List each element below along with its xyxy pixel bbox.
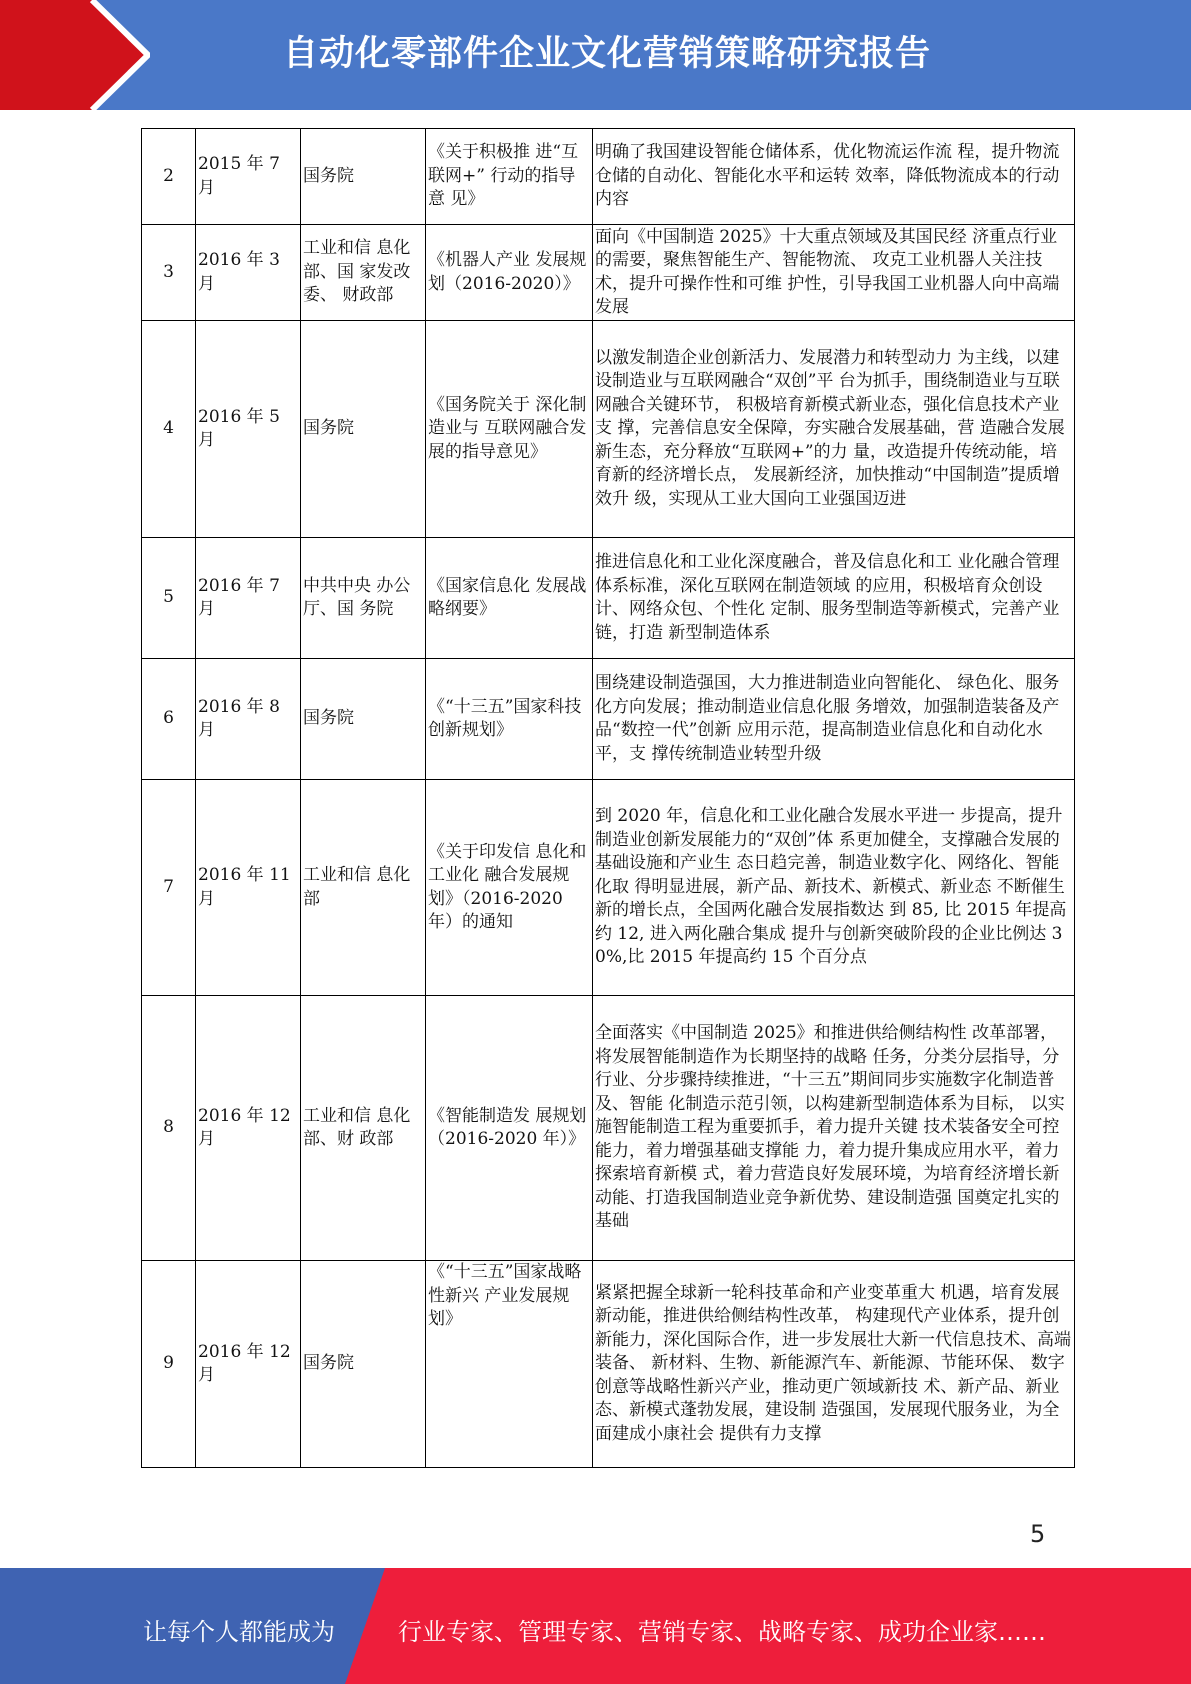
release-date: 2016 年 7 月 <box>196 538 301 659</box>
footer-slogan-roles: 行业专家、管理专家、营销专家、战略专家、成功企业家…… <box>398 1618 1046 1646</box>
table-row <box>142 780 1075 996</box>
page-header <box>0 0 1191 110</box>
page-footer <box>0 1568 1191 1684</box>
row-number: 7 <box>142 780 196 996</box>
release-date: 2016 年 8 月 <box>196 659 301 780</box>
release-date: 2016 年 11 月 <box>196 780 301 996</box>
issuing-department: 国务院 <box>301 1261 426 1468</box>
row-number: 6 <box>142 659 196 780</box>
policy-summary: 全面落实《中国制造 2025》和推进供给侧结构性 改革部署，将发展智能制造作为长期坚持的战略 任务，分类分层指导，分行业、分步骤持续推进，“十三五”期间同步实施数字化制造普及、智能 化制造示范引领，以构建新型制造体系为目标， 以实施智能制造工程为重要抓手，着力提升关键 技术装备安全可控能力，着力增强基础支撑能 力，着力提升集成应用水平，着力探索培育新模 式，着力营造良好发展环境，为培育经济增长新 动能、打造我国制造业竞争新优势、建设制造强 国奠定扎实的基础 <box>593 996 1075 1261</box>
policy-summary: 推进信息化和工业化深度融合，普及信息化和工 业化融合管理体系标准，深化互联网在制造领域 的应用，积极培育众创设计、网络众包、个性化 定制、服务型制造等新模式，完善产业链，打造 新型制造体系 <box>593 538 1075 659</box>
policy-document: 《智能制造发 展规划（2016-2020 年）》 <box>426 996 593 1261</box>
policy-document: 《“十三五”国家科技创新规划》 <box>426 659 593 780</box>
release-date: 2016 年 5 月 <box>196 321 301 538</box>
release-date: 2016 年 3 月 <box>196 225 301 321</box>
release-date: 2016 年 12 月 <box>196 996 301 1261</box>
issuing-department: 工业和信 息化部 <box>301 780 426 996</box>
policy-document: 《机器人产业 发展规划（2016-2020）》 <box>426 225 593 321</box>
table-row <box>142 996 1075 1261</box>
policy-document: 《关于积极推 进“互联网+” 行动的指导意 见》 <box>426 129 593 225</box>
policy-document: 《国务院关于 深化制造业与 互联网融合发 展的指导意见》 <box>426 321 593 538</box>
header-arrow-decoration <box>0 0 150 110</box>
table-row <box>142 538 1075 659</box>
row-number: 9 <box>142 1261 196 1468</box>
issuing-department: 国务院 <box>301 129 426 225</box>
row-number: 3 <box>142 225 196 321</box>
table-row <box>142 659 1075 780</box>
policy-table <box>141 128 1075 1468</box>
table-row <box>142 1261 1075 1468</box>
page-number: 5 <box>1030 1520 1046 1548</box>
issuing-department: 工业和信 息化部、财 政部 <box>301 996 426 1261</box>
policy-summary: 到 2020 年，信息化和工业化融合发展水平进一 步提高，提升制造业创新发展能力的“双创”体 系更加健全，支撑融合发展的基础设施和产业生 态日趋完善，制造业数字化、网络化、智能化取 得明显进展，新产品、新技术、新模式、新业态 不断催生新的增长点，全国两化融合发展指数达 到 85, 比 2015 年提高约 12, 进入两化融合集成 提升与创新突破阶段的企业比例达 30%,比 2015 年提高约 15 个百分点 <box>593 780 1075 996</box>
policy-summary: 明确了我国建设智能仓储体系，优化物流运作流 程，提升物流仓储的自动化、智能化水平和运转 效率，降低物流成本的行动内容 <box>593 129 1075 225</box>
policy-summary: 围绕建设制造强国，大力推进制造业向智能化、 绿色化、服务化方向发展；推动制造业信息化服 务增效，加强制造装备及产品“数控一代”创新 应用示范，提高制造业信息化和自动化水平，支 撑传统制造业转型升级 <box>593 659 1075 780</box>
table-row <box>142 129 1075 225</box>
issuing-department: 国务院 <box>301 321 426 538</box>
row-number: 8 <box>142 996 196 1261</box>
policy-document: 《关于印发信 息化和工业化 融合发展规划》（2016-2020 年）的通知 <box>426 780 593 996</box>
issuing-department: 中共中央 办公厅、国 务院 <box>301 538 426 659</box>
policy-document: 《“十三五”国家战略性新兴 产业发展规划》 <box>426 1261 593 1468</box>
policy-summary: 紧紧把握全球新一轮科技革命和产业变革重大 机遇，培育发展新动能，推进供给侧结构性改革， 构建现代产业体系，提升创新能力，深化国际合作，进一步发展壮大新一代信息技术、高端装备、 新材料、生物、新能源汽车、新能源、节能环保、 数字创意等战略性新兴产业，推动更广领域新技 术、新产品、新业态、新模式蓬勃发展，建设制 造强国，发展现代服务业，为全面建成小康社会 提供有力支撑 <box>593 1261 1075 1468</box>
table-row <box>142 321 1075 538</box>
release-date: 2015 年 7 月 <box>196 129 301 225</box>
issuing-department: 国务院 <box>301 659 426 780</box>
row-number: 5 <box>142 538 196 659</box>
row-number: 2 <box>142 129 196 225</box>
policy-summary: 以激发制造企业创新活力、发展潜力和转型动力 为主线，以建设制造业与互联网融合“双创”平 台为抓手，围绕制造业与互联网融合关键环节， 积极培育新模式新业态，强化信息技术产业支 撑，完善信息安全保障，夯实融合发展基础，营 造融合发展新生态，充分释放“互联网+”的力 量，改造提升传统动能，培育新的经济增长点， 发展新经济，加快推动“中国制造”提质增效升 级，实现从工业大国向工业强国迈进 <box>593 321 1075 538</box>
policy-document: 《国家信息化 发展战略纲要》 <box>426 538 593 659</box>
row-number: 4 <box>142 321 196 538</box>
table-row <box>142 225 1075 321</box>
footer-slogan-lead: 让每个人都能成为 <box>143 1618 335 1646</box>
issuing-department: 工业和信 息化部、国 家发改委、 财政部 <box>301 225 426 321</box>
policy-summary: 面向《中国制造 2025》十大重点领域及其国民经 济重点行业的需要，聚焦智能生产、智能物流、 攻克工业机器人关注技术，提升可操作性和可维 护性，引导我国工业机器人向中高端发展 <box>593 225 1075 321</box>
release-date: 2016 年 12 月 <box>196 1261 301 1468</box>
report-title: 自动化零部件企业文化营销策略研究报告 <box>283 34 932 74</box>
